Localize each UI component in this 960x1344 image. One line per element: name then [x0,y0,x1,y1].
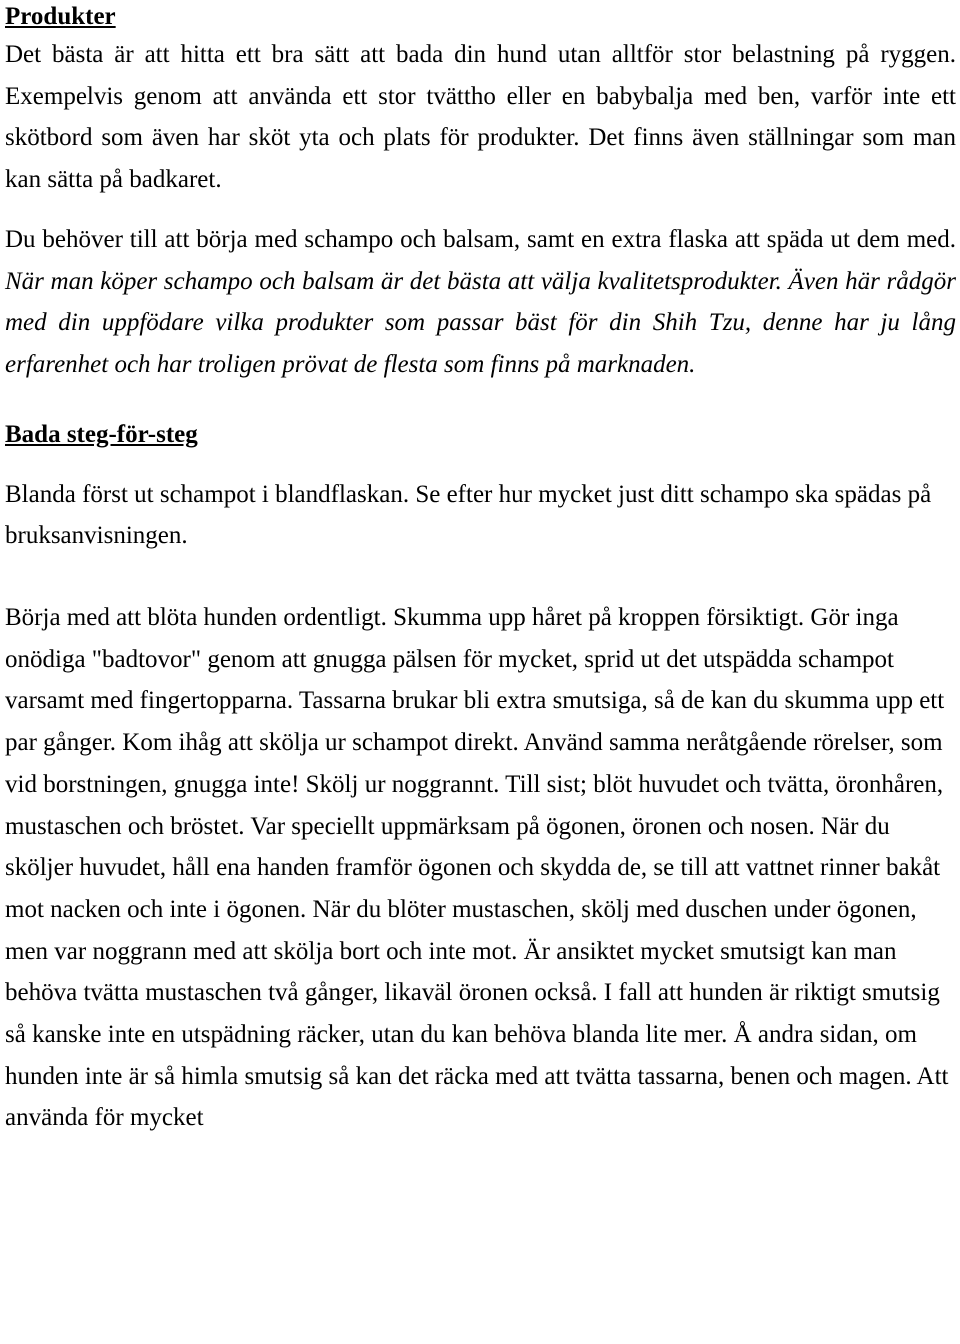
paragraph-shampoo [5,219,956,386]
document-page [5,0,956,1139]
paragraph-shampoo-italic: När man köper schampo och balsam är det bästa att välja kvalitetsprodukter. Även här rådgör med din uppfödare vilka produkter som passar bäst för din Shih Tzu, denne har ju lång erfarenhet och har troligen prövat de flesta som finns på marknaden. [5,267,956,378]
paragraph-wash: Börja med att blöta hunden ordentligt. Skumma upp håret på kroppen försiktigt. Gör inga onödiga "badtovor" genom att gnugga pälsen för mycket, sprid ut det utspädda schampot varsamt med fingertopparna. Tassarna brukar bli extra smutsiga, så de kan du skumma upp ett par gånger. Kom ihåg att skölja ur schampot direkt. Använd samma neråtgående rörelser, som vid borstningen, gnugga inte! Skölj ur noggrannt. Till sist; blöt huvudet och tvätta, öronhåren, mustaschen och bröstet. Var speciellt uppmärksam på ögonen, öronen och nosen. När du sköljer huvudet, håll ena handen framför ögonen och skydda de, se till att vattnet rinner bakåt mot nacken och inte i ögonen. När du blöter mustaschen, skölj med duschen under ögonen, men var noggrann med att skölja bort och inte mot. Är ansiktet mycket smutsigt kan man behöva tvätta mustaschen två gånger, likaväl öronen också. I fall att hunden är riktigt smutsig så kanske inte en utspädning räcker, utan du kan behöva blanda lite mer. Å andra sidan, om hunden inte är så himla smutsig så kan det räcka med att tvätta tassarna, benen och magen. Att använda för mycket [5,604,949,1132]
paragraph-products: Det bästa är att hitta ett bra sätt att bada din hund utan alltför stor belastning på ryggen. Exempelvis genom att använda ett stor tvättho eller en babybalja med ben, varför inte ett skötbord som även har sköt yta och plats för produkter. Det finns även ställningar som man kan sätta på badkaret. [5,41,956,194]
heading-bath-step-by-step: Bada steg-för-steg [5,420,198,448]
paragraph-shampoo-intro: Du behöver till att börja med schampo och balsam, samt en extra flaska att späda ut dem med. [5,225,956,253]
paragraph-mix: Blanda först ut schampot i blandflaskan. Se efter hur mycket just ditt schampo ska spädas på bruksanvisningen. [5,480,932,550]
heading-products: Produkter [5,3,116,30]
